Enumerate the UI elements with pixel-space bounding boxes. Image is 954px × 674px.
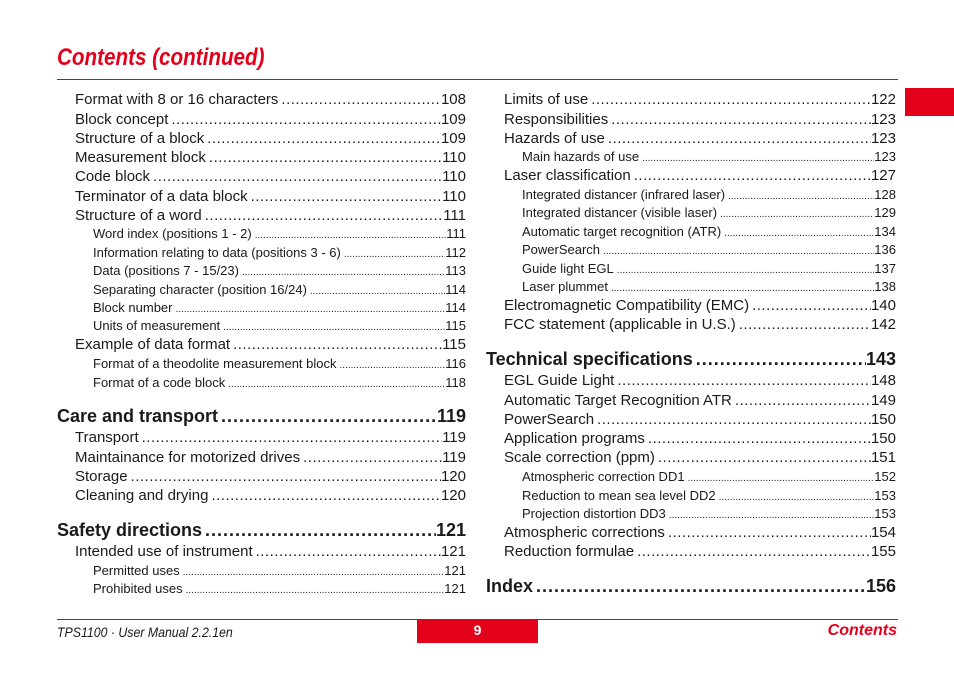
page-title: Contents (continued) bbox=[57, 44, 265, 71]
toc-entry[interactable] bbox=[522, 279, 896, 295]
toc-dot-leader bbox=[666, 508, 875, 522]
toc-dot-leader bbox=[218, 405, 437, 427]
toc-entry[interactable] bbox=[504, 166, 896, 185]
toc-dot-leader bbox=[183, 583, 445, 597]
toc-entry[interactable] bbox=[522, 261, 896, 277]
toc-dot-leader bbox=[588, 90, 871, 109]
toc-entry[interactable] bbox=[75, 129, 466, 148]
toc-page-number: 111 bbox=[443, 207, 466, 224]
toc-entry-title: Units of measurement bbox=[93, 318, 221, 333]
toc-page-number: 140 bbox=[870, 297, 896, 314]
toc-page-number: 150 bbox=[870, 411, 896, 428]
toc-entry-title: Reduction to mean sea level DD2 bbox=[522, 488, 716, 503]
toc-page-number: 152 bbox=[874, 469, 896, 484]
toc-entry[interactable] bbox=[504, 542, 896, 561]
toc-page-number: 113 bbox=[445, 263, 466, 278]
toc-entry[interactable] bbox=[93, 245, 466, 261]
toc-entry[interactable] bbox=[504, 110, 896, 129]
toc-entry[interactable] bbox=[504, 129, 896, 148]
toc-page-number: 151 bbox=[870, 449, 896, 466]
toc-entry-title: Reduction formulae bbox=[504, 543, 635, 560]
toc-entry-title: Format of a code block bbox=[93, 375, 226, 390]
toc-dot-leader bbox=[139, 428, 442, 447]
toc-page-number: 142 bbox=[870, 316, 896, 333]
toc-entry[interactable] bbox=[522, 224, 896, 240]
toc-entry-title: FCC statement (applicable in U.S.) bbox=[504, 316, 736, 333]
toc-entry-title: Integrated distancer (infrared laser) bbox=[522, 187, 726, 202]
toc-page-number: 108 bbox=[440, 91, 466, 108]
toc-dot-leader bbox=[655, 448, 871, 467]
toc-page-number: 123 bbox=[870, 111, 896, 128]
toc-entry-title: Laser classification bbox=[504, 167, 631, 184]
toc-entry-title: Information relating to data (positions 3 - 6) bbox=[93, 245, 341, 260]
toc-entry[interactable] bbox=[75, 206, 466, 225]
toc-entry[interactable] bbox=[504, 371, 896, 390]
toc-entry[interactable] bbox=[522, 242, 896, 258]
toc-entry[interactable] bbox=[93, 226, 466, 242]
toc-entry-title: Integrated distancer (visible laser) bbox=[522, 205, 718, 220]
toc-page-number: 120 bbox=[440, 487, 466, 504]
toc-entry-title: EGL Guide Light bbox=[504, 372, 615, 389]
toc-page-number: 153 bbox=[874, 488, 896, 503]
toc-page-number: 121 bbox=[444, 563, 466, 578]
toc-page-number: 138 bbox=[874, 279, 896, 294]
toc-entry-title: Terminator of a data block bbox=[75, 188, 248, 205]
toc-entry-title: PowerSearch bbox=[522, 242, 601, 257]
toc-page-number: 149 bbox=[870, 392, 896, 409]
toc-dot-leader bbox=[736, 315, 871, 334]
toc-entry[interactable] bbox=[522, 506, 896, 522]
toc-dot-leader bbox=[208, 486, 441, 505]
toc-entry[interactable] bbox=[504, 391, 896, 410]
toc-chapter-entry[interactable] bbox=[57, 405, 466, 427]
toc-entry-title: Format with 8 or 16 characters bbox=[75, 91, 279, 108]
toc-entry-title: Transport bbox=[75, 429, 139, 446]
toc-page-number: 123 bbox=[870, 130, 896, 147]
toc-page-number: 155 bbox=[870, 543, 896, 560]
toc-dot-leader bbox=[600, 244, 874, 258]
toc-chapter-entry[interactable] bbox=[486, 348, 896, 370]
toc-entry[interactable] bbox=[75, 428, 466, 447]
toc-page-number: 116 bbox=[445, 356, 466, 371]
toc-entry[interactable] bbox=[93, 263, 466, 279]
toc-entry-title: Example of data format bbox=[75, 336, 231, 353]
toc-entry[interactable] bbox=[522, 488, 896, 504]
toc-entry[interactable] bbox=[522, 187, 896, 203]
toc-dot-leader bbox=[307, 284, 445, 298]
toc-entry[interactable] bbox=[75, 148, 466, 167]
toc-page-number: 114 bbox=[445, 300, 466, 315]
toc-page-number: 119 bbox=[442, 429, 466, 446]
toc-dot-leader bbox=[605, 129, 871, 148]
footer-section-name: Contents bbox=[827, 622, 897, 639]
toc-entry[interactable] bbox=[504, 296, 896, 315]
toc-entry[interactable] bbox=[75, 335, 466, 354]
toc-page-number: 111 bbox=[446, 226, 466, 241]
toc-entry[interactable] bbox=[75, 542, 466, 561]
toc-dot-leader bbox=[239, 265, 445, 279]
footer-manual-name: TPS1100 · User Manual 2.2.1en bbox=[57, 624, 233, 640]
toc-page-number: 156 bbox=[865, 576, 896, 596]
toc-dot-leader bbox=[749, 296, 871, 315]
page-number-badge: 9 bbox=[417, 620, 538, 643]
toc-dot-leader bbox=[693, 348, 866, 370]
toc-entry-title: Index bbox=[486, 576, 534, 596]
toc-entry-title: Block concept bbox=[75, 111, 169, 128]
toc-page-number: 120 bbox=[440, 468, 466, 485]
toc-entry[interactable] bbox=[522, 205, 896, 221]
toc-page-number: 122 bbox=[870, 91, 896, 108]
toc-entry-title: Intended use of instrument bbox=[75, 543, 253, 560]
toc-dot-leader bbox=[634, 542, 871, 561]
toc-dot-leader bbox=[204, 129, 441, 148]
toc-entry-title: Projection distortion DD3 bbox=[522, 506, 666, 521]
toc-dot-leader bbox=[300, 448, 442, 467]
toc-dot-leader bbox=[594, 410, 871, 429]
toc-dot-leader bbox=[220, 320, 445, 334]
toc-entry[interactable] bbox=[75, 486, 466, 505]
toc-dot-leader bbox=[252, 228, 447, 242]
toc-entry[interactable] bbox=[522, 149, 896, 165]
toc-entry[interactable] bbox=[504, 429, 896, 448]
toc-page-number: 143 bbox=[865, 349, 896, 369]
toc-entry-title: Prohibited uses bbox=[93, 581, 183, 596]
toc-dot-leader bbox=[337, 358, 446, 372]
toc-page-number: 121 bbox=[444, 581, 466, 596]
toc-entry[interactable] bbox=[93, 282, 466, 298]
toc-entry-title: Structure of a block bbox=[75, 130, 205, 147]
toc-dot-leader bbox=[614, 263, 875, 277]
toc-dot-leader bbox=[128, 467, 441, 486]
toc-entry-title: Guide light EGL bbox=[522, 261, 614, 276]
toc-entry-title: Measurement block bbox=[75, 149, 206, 166]
toc-page-number: 148 bbox=[870, 372, 896, 389]
toc-entry[interactable] bbox=[522, 469, 896, 485]
toc-entry-title: Automatic target recognition (ATR) bbox=[522, 224, 722, 239]
toc-entry[interactable] bbox=[93, 356, 466, 372]
toc-entry-title: Data (positions 7 - 15/23) bbox=[93, 263, 239, 278]
toc-chapter-entry[interactable] bbox=[486, 575, 896, 597]
toc-chapter-entry[interactable] bbox=[57, 519, 466, 541]
toc-entry-title: Atmospheric correction DD1 bbox=[522, 469, 685, 484]
toc-page-number: 119 bbox=[436, 406, 466, 426]
toc-page-number: 115 bbox=[445, 318, 466, 333]
toc-page-number: 110 bbox=[442, 188, 466, 205]
toc-dot-leader bbox=[665, 523, 871, 542]
toc-entry[interactable] bbox=[504, 410, 896, 429]
toc-page-number: 110 bbox=[442, 149, 466, 166]
toc-entry-title: Main hazards of use bbox=[522, 149, 640, 164]
toc-page-number: 115 bbox=[442, 336, 466, 353]
toc-entry-title: Code block bbox=[75, 168, 151, 185]
toc-page-number: 137 bbox=[874, 261, 896, 276]
toc-dot-leader bbox=[206, 148, 442, 167]
toc-entry[interactable] bbox=[93, 375, 466, 391]
toc-page-number: 134 bbox=[874, 224, 896, 239]
toc-entry-title: Automatic Target Recognition ATR bbox=[504, 392, 732, 409]
toc-page-number: 127 bbox=[870, 167, 896, 184]
toc-entry-title: Cleaning and drying bbox=[75, 487, 209, 504]
toc-entry[interactable] bbox=[93, 318, 466, 334]
toc-entry-title: Technical specifications bbox=[486, 349, 693, 369]
toc-entry-title: Application programs bbox=[504, 430, 645, 447]
toc-entry[interactable] bbox=[504, 90, 896, 109]
toc-dot-leader bbox=[645, 429, 871, 448]
toc-dot-leader bbox=[248, 187, 442, 206]
toc-entry-title: Word index (positions 1 - 2) bbox=[93, 226, 252, 241]
toc-entry[interactable] bbox=[75, 110, 466, 129]
toc-dot-leader bbox=[732, 391, 871, 410]
toc-entry[interactable] bbox=[75, 448, 466, 467]
toc-entry-title: Atmospheric corrections bbox=[504, 524, 665, 541]
toc-dot-leader bbox=[180, 565, 445, 579]
toc-dot-leader bbox=[685, 471, 875, 485]
toc-page-number: 118 bbox=[445, 375, 466, 390]
toc-page-number: 136 bbox=[874, 242, 896, 257]
toc-page-number: 112 bbox=[445, 245, 466, 260]
toc-dot-leader bbox=[225, 377, 445, 391]
toc-entry-title: PowerSearch bbox=[504, 411, 595, 428]
toc-entry-title: Hazards of use bbox=[504, 130, 605, 147]
toc-dot-leader bbox=[168, 110, 441, 129]
toc-dot-leader bbox=[230, 335, 442, 354]
toc-page-number: 119 bbox=[442, 449, 466, 466]
section-tab-marker bbox=[905, 88, 954, 116]
toc-dot-leader bbox=[608, 110, 871, 129]
toc-entry-title: Structure of a word bbox=[75, 207, 202, 224]
toc-dot-leader bbox=[341, 247, 445, 261]
toc-page-number: 153 bbox=[874, 506, 896, 521]
toc-entry-title: Electromagnetic Compatibility (EMC) bbox=[504, 297, 750, 314]
toc-entry-title: Responsibilities bbox=[504, 111, 609, 128]
toc-dot-leader bbox=[608, 281, 874, 295]
toc-page-number: 109 bbox=[440, 130, 466, 147]
toc-entry-title: Separating character (position 16/24) bbox=[93, 282, 307, 297]
toc-dot-leader bbox=[725, 189, 874, 203]
toc-page-number: 123 bbox=[874, 149, 896, 164]
toc-entry-title: Block number bbox=[93, 300, 173, 315]
toc-dot-leader bbox=[717, 207, 874, 221]
toc-entry-title: Limits of use bbox=[504, 91, 589, 108]
toc-entry-title: Scale correction (ppm) bbox=[504, 449, 655, 466]
toc-entry[interactable] bbox=[504, 448, 896, 467]
toc-page-number: 121 bbox=[440, 543, 466, 560]
toc-dot-leader bbox=[202, 206, 443, 225]
toc-dot-leader bbox=[716, 490, 875, 504]
toc-dot-leader bbox=[253, 542, 441, 561]
toc-dot-leader bbox=[639, 151, 874, 165]
toc-entry[interactable] bbox=[93, 300, 466, 316]
toc-entry[interactable] bbox=[504, 315, 896, 334]
toc-entry-title: Care and transport bbox=[57, 406, 219, 426]
toc-page-number: 154 bbox=[870, 524, 896, 541]
toc-dot-leader bbox=[172, 302, 445, 316]
header-rule bbox=[57, 79, 898, 80]
toc-page-number: 129 bbox=[874, 205, 896, 220]
toc-page-number: 110 bbox=[442, 168, 466, 185]
toc-dot-leader bbox=[278, 90, 441, 109]
toc-entry-title: Format of a theodolite measurement block bbox=[93, 356, 337, 371]
toc-dot-leader bbox=[533, 575, 866, 597]
toc-entry-title: Maintainance for motorized drives bbox=[75, 449, 301, 466]
toc-page-number: 121 bbox=[435, 520, 466, 540]
toc-entry-title: Permitted uses bbox=[93, 563, 180, 578]
toc-dot-leader bbox=[614, 371, 871, 390]
toc-entry-title: Storage bbox=[75, 468, 128, 485]
toc-entry[interactable] bbox=[75, 90, 466, 109]
toc-entry[interactable] bbox=[93, 581, 466, 597]
toc-page-number: 109 bbox=[440, 111, 466, 128]
toc-entry[interactable] bbox=[504, 523, 896, 542]
toc-entry[interactable] bbox=[75, 167, 466, 186]
toc-page-number: 114 bbox=[445, 282, 466, 297]
toc-dot-leader bbox=[202, 519, 436, 541]
toc-page-number: 150 bbox=[870, 430, 896, 447]
toc-entry[interactable] bbox=[75, 187, 466, 206]
toc-dot-leader bbox=[150, 167, 442, 186]
toc-entry[interactable] bbox=[93, 563, 466, 579]
toc-dot-leader bbox=[631, 166, 871, 185]
toc-dot-leader bbox=[721, 226, 874, 240]
toc-entry-title: Laser plummet bbox=[522, 279, 608, 294]
toc-page-number: 128 bbox=[874, 187, 896, 202]
toc-entry[interactable] bbox=[75, 467, 466, 486]
toc-entry-title: Safety directions bbox=[57, 520, 203, 540]
